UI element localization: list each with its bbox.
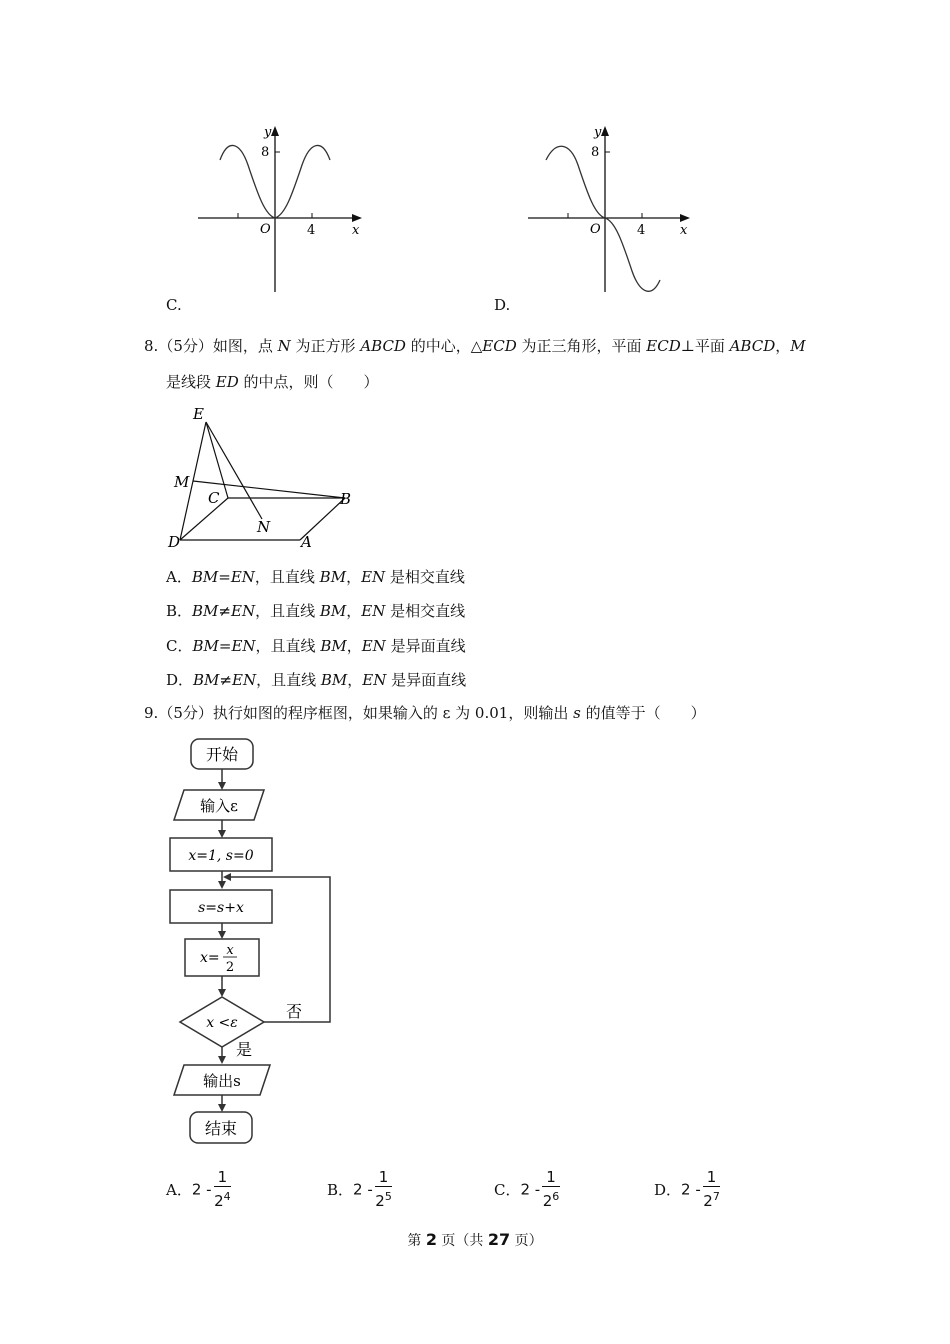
graph-d-origin: O — [590, 222, 601, 237]
graph-c-origin: O — [260, 222, 271, 237]
q9-flowchart — [160, 735, 350, 1150]
q8-line2: 是线段 ED 的中点，则（ ） — [166, 373, 379, 391]
flow-start-text: 开始 — [205, 745, 239, 764]
edge-CD — [180, 498, 228, 540]
graph-d-x-arrow — [680, 214, 690, 222]
graph-d-curve — [546, 146, 660, 291]
graph-c-y-label: y — [264, 125, 272, 140]
flow-condition-text: x <ε — [206, 1015, 238, 1031]
footer-page-number: 2 — [425, 1230, 437, 1249]
q8-figure — [160, 400, 370, 560]
graph-c — [190, 120, 370, 300]
q8-option-b[interactable]: B．BM≠EN，且直线 BM，EN 是相交直线 — [166, 602, 466, 620]
flow-half — [185, 939, 259, 976]
edge-EC — [206, 422, 228, 498]
label-B: B — [340, 490, 352, 508]
q9-flowchart-svg — [160, 735, 350, 1150]
q8-option-a[interactable]: A．BM=EN，且直线 BM，EN 是相交直线 — [166, 568, 465, 586]
graph-c-label: C. — [166, 296, 182, 314]
q9-option-d-fraction: $\frac{1}{2^7}$ — [703, 1168, 720, 1210]
label-D: D — [168, 533, 181, 551]
q9-option-b[interactable]: B．2 - $\frac{1}{2^5}$ — [327, 1168, 392, 1210]
label-N: N — [257, 518, 271, 536]
graph-d-y-arrow — [601, 126, 609, 136]
q8-figure-svg — [160, 400, 370, 560]
q8-option-d[interactable]: D．BM≠EN，且直线 BM，EN 是异面直线 — [166, 671, 467, 689]
graph-d-y-label: y — [594, 125, 602, 140]
flow-output-text: 输出s — [203, 1072, 241, 1090]
label-M: M — [174, 473, 190, 491]
graph-c-y-tick: 8 — [261, 145, 270, 160]
graph-d-label: D. — [494, 296, 511, 314]
q9-option-a[interactable]: A．2 - $\frac{1}{2^4}$ — [166, 1168, 231, 1210]
label-A: A — [301, 533, 312, 551]
q9-stem: 9.（5分）执行如图的程序框图，如果输入的 ε 为 0.01，则输出 s 的值等于（ ） — [144, 704, 706, 722]
q8-line1: 8.（5分）如图，点 N 为正方形 ABCD 的中心，△ECD 为正三角形，平面 ECD⊥平面 ABCD，M — [144, 337, 806, 355]
q8-number: 8. — [144, 337, 159, 355]
graph-c-svg — [190, 120, 370, 300]
flow-update-text: s=s+x — [198, 900, 244, 916]
graph-c-x-tick: 4 — [307, 223, 316, 238]
q9-option-d[interactable]: D．2 - $\frac{1}{2^7}$ — [654, 1168, 720, 1210]
q9-option-a-fraction: $\frac{1}{2^4}$ — [214, 1168, 231, 1210]
q8-option-c[interactable]: C．BM=EN，且直线 BM，EN 是异面直线 — [166, 637, 466, 655]
flow-yes-label: 是 — [236, 1040, 253, 1059]
graph-d-x-label: x — [680, 223, 688, 238]
flow-init-text: x=1, s=0 — [188, 848, 254, 864]
flow-input-text: 输入ε — [200, 797, 238, 815]
q9-option-b-fraction: $\frac{1}{2^5}$ — [375, 1168, 392, 1210]
graph-d-svg — [520, 120, 700, 300]
q8-score: （5分） — [158, 337, 213, 355]
graph-c-x-arrow — [352, 214, 362, 222]
flow-half-den: 2 — [225, 960, 235, 975]
flow-half-lhs: x= — [200, 950, 220, 966]
graph-d-x-tick: 4 — [637, 223, 646, 238]
q9-option-c-fraction: $\frac{1}{2^6}$ — [542, 1168, 560, 1210]
footer-total-pages: 27 — [487, 1230, 511, 1249]
flow-half-num: x — [226, 943, 234, 958]
graph-d-y-tick: 8 — [591, 145, 600, 160]
page-footer: 第 2 页（共 27 页） — [407, 1230, 543, 1249]
q9-number: 9. — [144, 704, 159, 722]
graph-d — [520, 120, 700, 300]
flow-no-label: 否 — [286, 1002, 303, 1021]
label-C: C — [208, 489, 220, 507]
q9-option-c[interactable]: C．2 - $\frac{1}{2^6}$ — [494, 1168, 560, 1210]
graph-c-y-arrow — [271, 126, 279, 136]
label-E: E — [193, 405, 204, 423]
flow-end-text: 结束 — [204, 1119, 238, 1138]
graph-c-x-label: x — [352, 223, 360, 238]
